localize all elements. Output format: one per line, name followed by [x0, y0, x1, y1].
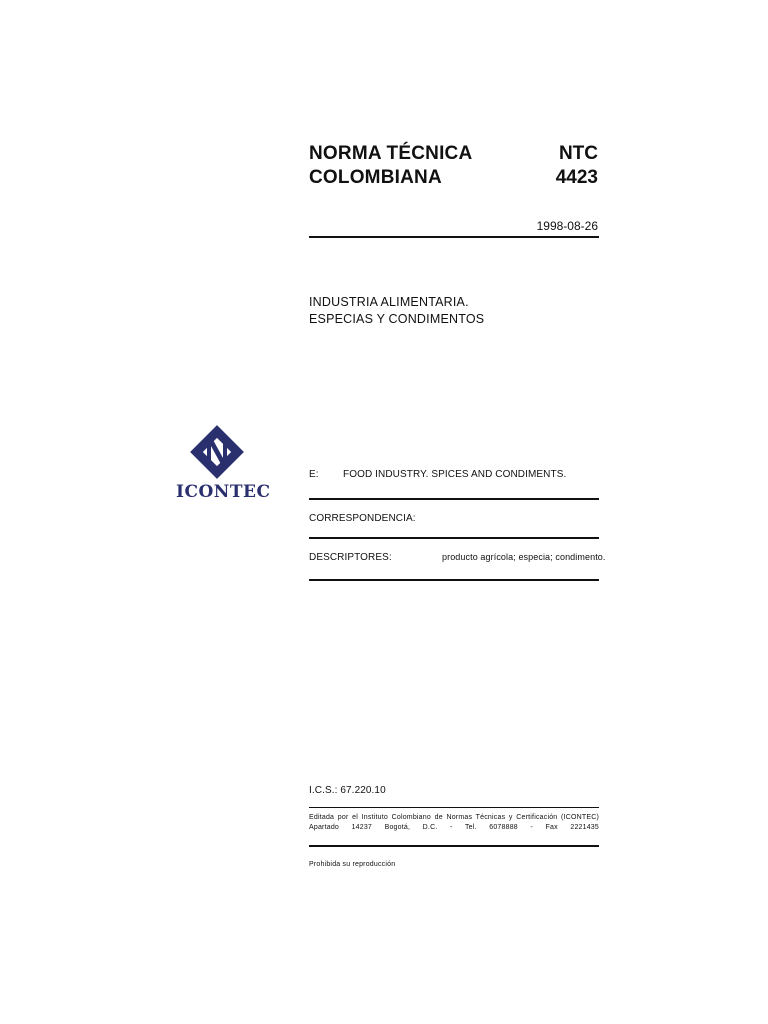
document-title-line2: COLOMBIANA	[309, 167, 442, 188]
correspondencia-divider	[309, 537, 599, 539]
english-title-divider	[309, 498, 599, 500]
edited-by-line2: Apartado 14237 Bogotá, D.C. - Tel. 6078888 - Fax 2221435	[309, 824, 599, 831]
reproduction-notice: Prohibida su reproducción	[309, 861, 396, 868]
subject-line2: ESPECIAS Y CONDIMENTOS	[309, 312, 485, 326]
document-title-line1: NORMA TÉCNICA	[309, 143, 473, 164]
publication-date: 1998-08-26	[536, 219, 598, 233]
ics-code: I.C.S.: 67.220.10	[309, 785, 386, 796]
icontec-logo	[176, 424, 271, 504]
edited-by-line1: Editada por el Instituto Colombiano de Normas Técnicas y Certificación (ICONTEC)	[309, 814, 599, 821]
correspondencia-label: CORRESPONDENCIA:	[309, 513, 416, 524]
icontec-logo-text: ICONTEC	[176, 482, 271, 502]
english-title: FOOD INDUSTRY. SPICES AND CONDIMENTS.	[343, 469, 567, 480]
footer-bottom-divider	[309, 845, 599, 847]
standard-code-label: NTC	[558, 143, 598, 164]
descriptores-label: DESCRIPTORES:	[309, 552, 392, 563]
descriptores-value: producto agrícola; especia; condimento.	[442, 552, 606, 562]
english-title-label: E:	[309, 469, 319, 480]
subject-line1: INDUSTRIA ALIMENTARIA.	[309, 295, 469, 309]
icontec-n-logo-icon	[176, 424, 258, 480]
header-divider	[309, 236, 599, 238]
standard-code-number: 4423	[555, 167, 598, 188]
footer-top-divider	[309, 807, 599, 808]
descriptores-divider	[309, 579, 599, 581]
